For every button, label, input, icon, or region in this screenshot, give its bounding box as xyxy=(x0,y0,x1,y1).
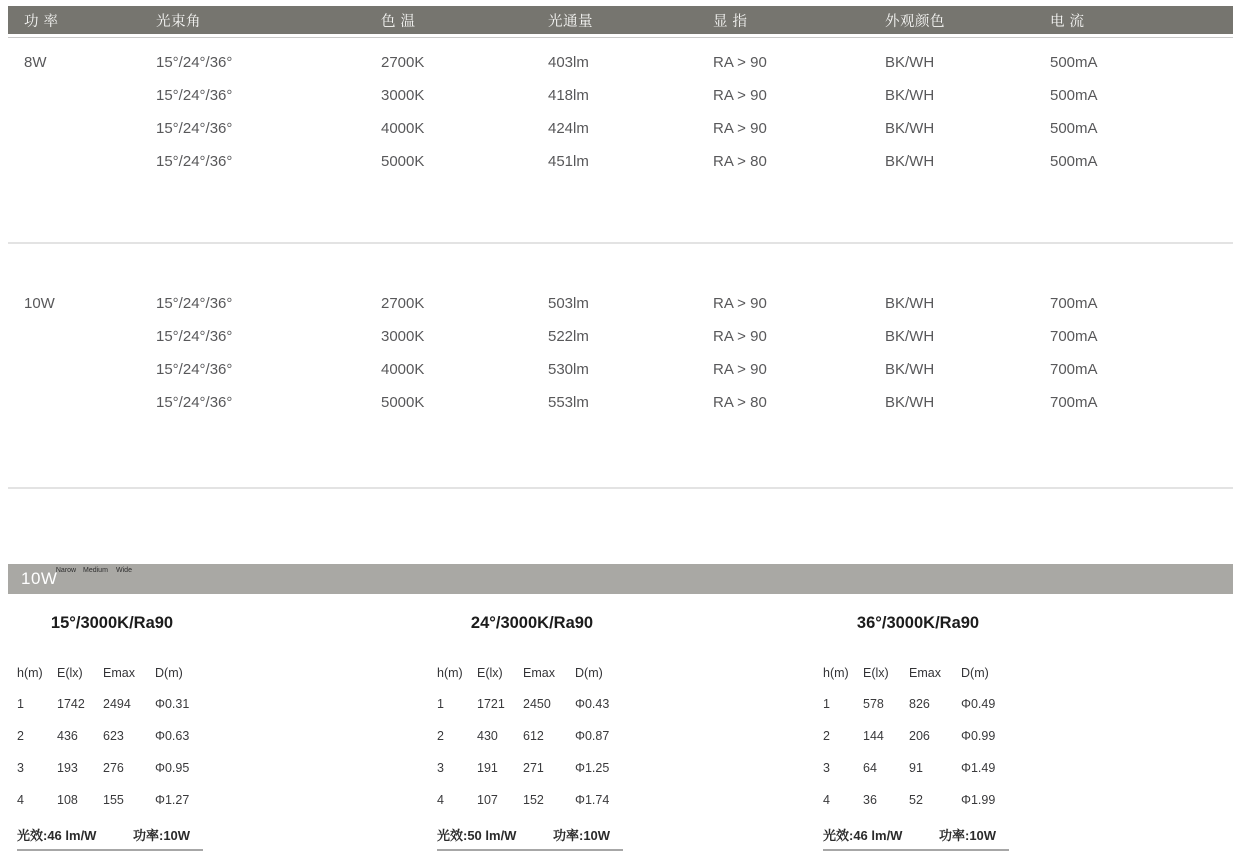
val-e: 430 xyxy=(477,729,498,743)
val-d: Φ0.31 xyxy=(155,697,190,711)
cell-finish: BK/WH xyxy=(885,328,935,345)
col-header-cct: 色 温 xyxy=(381,13,416,30)
photometric-band xyxy=(8,564,1233,594)
val-emax: 91 xyxy=(909,761,923,775)
photometric-header-row xyxy=(823,658,1028,688)
val-h: 4 xyxy=(437,793,444,807)
photometric-table-title: 24°/3000K/Ra90 xyxy=(470,614,594,632)
cell-cri: RA > 80 xyxy=(713,394,767,411)
val-emax: 206 xyxy=(909,729,930,743)
col-d: D(m) xyxy=(575,666,603,680)
section-divider xyxy=(8,487,1233,489)
cell-cct: 4000K xyxy=(381,361,425,378)
val-emax: 52 xyxy=(909,793,923,807)
photometric-table-36deg xyxy=(823,612,1028,851)
val-e: 108 xyxy=(57,793,78,807)
cell-cri: RA > 80 xyxy=(713,153,767,170)
beam-medium-label: Medium xyxy=(83,567,108,574)
power-value: 功率:10W xyxy=(939,827,997,843)
spec-section-8w xyxy=(0,46,1241,178)
cell-current: 700mA xyxy=(1050,328,1098,345)
col-d: D(m) xyxy=(961,666,989,680)
val-d: Φ0.43 xyxy=(575,697,610,711)
cell-flux: 451lm xyxy=(548,153,589,170)
photometric-footer xyxy=(17,824,203,851)
val-emax: 612 xyxy=(523,729,544,743)
val-d: Φ0.99 xyxy=(961,729,996,743)
spec-row xyxy=(0,79,1241,112)
val-h: 2 xyxy=(823,729,830,743)
cell-flux: 522lm xyxy=(548,328,589,345)
col-header-finish: 外观颜色 xyxy=(885,13,945,30)
val-emax: 2494 xyxy=(103,697,131,711)
cell-current: 500mA xyxy=(1050,87,1098,104)
val-h: 1 xyxy=(437,697,444,711)
cell-beam-angle: 15°/24°/36° xyxy=(156,153,233,170)
col-e: E(lx) xyxy=(863,666,889,680)
photometric-row xyxy=(437,688,642,720)
val-h: 1 xyxy=(823,697,830,711)
val-emax: 271 xyxy=(523,761,544,775)
val-h: 3 xyxy=(437,761,444,775)
val-d: Φ1.25 xyxy=(575,761,610,775)
photometric-row xyxy=(17,784,222,816)
val-h: 2 xyxy=(437,729,444,743)
cell-flux: 553lm xyxy=(548,394,589,411)
photometric-table-title: 15°/3000K/Ra90 xyxy=(50,614,174,632)
photometric-row xyxy=(17,752,222,784)
cell-beam-angle: 15°/24°/36° xyxy=(156,54,233,71)
cell-cct: 2700K xyxy=(381,295,425,312)
cell-cct: 3000K xyxy=(381,87,425,104)
cell-finish: BK/WH xyxy=(885,54,935,71)
val-emax: 2450 xyxy=(523,697,551,711)
cell-current: 700mA xyxy=(1050,295,1098,312)
photometric-header-row xyxy=(17,658,222,688)
power-value: 功率:10W xyxy=(133,827,191,843)
spec-row xyxy=(0,46,1241,79)
col-header-flux: 光通量 xyxy=(548,13,593,30)
val-d: Φ0.95 xyxy=(155,761,190,775)
val-d: Φ0.63 xyxy=(155,729,190,743)
val-h: 3 xyxy=(823,761,830,775)
cell-beam-angle: 15°/24°/36° xyxy=(156,87,233,104)
val-e: 578 xyxy=(863,697,884,711)
photometric-footer xyxy=(823,824,1009,851)
cell-beam-angle: 15°/24°/36° xyxy=(156,295,233,312)
photometric-row xyxy=(823,720,1028,752)
val-e: 107 xyxy=(477,793,498,807)
val-e: 193 xyxy=(57,761,78,775)
photometric-row xyxy=(823,784,1028,816)
val-e: 1721 xyxy=(477,697,505,711)
spec-table-header-bar xyxy=(8,6,1233,34)
col-emax: Emax xyxy=(523,666,555,680)
cell-power: 8W xyxy=(24,54,47,71)
val-e: 64 xyxy=(863,761,877,775)
cell-cri: RA > 90 xyxy=(713,54,767,71)
efficacy-value: 光效:46 lm/W xyxy=(17,827,97,843)
col-h: h(m) xyxy=(823,666,849,680)
spec-row xyxy=(0,112,1241,145)
cell-cct: 4000K xyxy=(381,120,425,137)
val-d: Φ0.87 xyxy=(575,729,610,743)
beam-type-narrow xyxy=(54,564,78,575)
photometric-row xyxy=(437,720,642,752)
beam-type-wide xyxy=(112,564,136,575)
cell-flux: 530lm xyxy=(548,361,589,378)
efficacy-value: 光效:46 lm/W xyxy=(823,827,903,843)
section-divider xyxy=(8,242,1233,244)
photometric-header-row xyxy=(437,658,642,688)
cell-current: 500mA xyxy=(1050,54,1098,71)
cell-cri: RA > 90 xyxy=(713,295,767,312)
spec-row xyxy=(0,353,1241,386)
photometric-table-15deg xyxy=(17,612,222,851)
spec-section-10w xyxy=(0,287,1241,419)
cell-cri: RA > 90 xyxy=(713,328,767,345)
val-e: 1742 xyxy=(57,697,85,711)
val-h: 4 xyxy=(17,793,24,807)
col-h: h(m) xyxy=(17,666,43,680)
col-header-beam-angle: 光束角 xyxy=(156,13,201,30)
cell-finish: BK/WH xyxy=(885,295,935,312)
val-h: 2 xyxy=(17,729,24,743)
photometric-row xyxy=(437,752,642,784)
cell-cri: RA > 90 xyxy=(713,87,767,104)
col-d: D(m) xyxy=(155,666,183,680)
cell-beam-angle: 15°/24°/36° xyxy=(156,361,233,378)
photometric-row xyxy=(823,752,1028,784)
photometric-row xyxy=(437,784,642,816)
cell-finish: BK/WH xyxy=(885,120,935,137)
val-h: 4 xyxy=(823,793,830,807)
photometric-row xyxy=(823,688,1028,720)
photometric-row xyxy=(17,720,222,752)
val-e: 191 xyxy=(477,761,498,775)
col-emax: Emax xyxy=(909,666,941,680)
val-h: 3 xyxy=(17,761,24,775)
cell-beam-angle: 15°/24°/36° xyxy=(156,120,233,137)
cell-current: 700mA xyxy=(1050,361,1098,378)
cell-beam-angle: 15°/24°/36° xyxy=(156,328,233,345)
val-emax: 623 xyxy=(103,729,124,743)
photometric-table-title: 36°/3000K/Ra90 xyxy=(856,614,980,632)
cell-flux: 403lm xyxy=(548,54,589,71)
photometric-row xyxy=(17,688,222,720)
val-emax: 826 xyxy=(909,697,930,711)
beam-narrow-label: Narow xyxy=(55,567,77,574)
cell-finish: BK/WH xyxy=(885,87,935,104)
col-e: E(lx) xyxy=(477,666,503,680)
cell-power: 10W xyxy=(24,295,55,312)
spec-row xyxy=(0,320,1241,353)
cell-cct: 3000K xyxy=(381,328,425,345)
cell-flux: 418lm xyxy=(548,87,589,104)
col-e: E(lx) xyxy=(57,666,83,680)
cell-finish: BK/WH xyxy=(885,394,935,411)
cell-flux: 503lm xyxy=(548,295,589,312)
val-emax: 276 xyxy=(103,761,124,775)
val-d: Φ1.49 xyxy=(961,761,996,775)
cell-cct: 5000K xyxy=(381,394,425,411)
val-emax: 155 xyxy=(103,793,124,807)
cell-current: 700mA xyxy=(1050,394,1098,411)
spec-row xyxy=(0,287,1241,320)
efficacy-value: 光效:50 lm/W xyxy=(437,827,517,843)
spec-row xyxy=(0,386,1241,419)
col-header-cri: 显 指 xyxy=(713,13,748,30)
cell-current: 500mA xyxy=(1050,120,1098,137)
band-power-label: 10W xyxy=(21,569,58,588)
beam-wide-label: Wide xyxy=(116,567,132,574)
power-value: 功率:10W xyxy=(553,827,611,843)
spec-row xyxy=(0,145,1241,178)
cell-current: 500mA xyxy=(1050,153,1098,170)
header-divider-line xyxy=(8,37,1233,38)
val-h: 1 xyxy=(17,697,24,711)
val-e: 436 xyxy=(57,729,78,743)
photometric-table-24deg xyxy=(437,612,642,851)
val-e: 144 xyxy=(863,729,884,743)
val-e: 36 xyxy=(863,793,877,807)
cell-cri: RA > 90 xyxy=(713,361,767,378)
col-emax: Emax xyxy=(103,666,135,680)
col-h: h(m) xyxy=(437,666,463,680)
cell-finish: BK/WH xyxy=(885,361,935,378)
photometric-footer xyxy=(437,824,623,851)
val-d: Φ1.99 xyxy=(961,793,996,807)
val-d: Φ0.49 xyxy=(961,697,996,711)
val-emax: 152 xyxy=(523,793,544,807)
cell-flux: 424lm xyxy=(548,120,589,137)
val-d: Φ1.27 xyxy=(155,793,190,807)
cell-finish: BK/WH xyxy=(885,153,935,170)
cell-cri: RA > 90 xyxy=(713,120,767,137)
val-d: Φ1.74 xyxy=(575,793,610,807)
col-header-current: 电 流 xyxy=(1050,13,1085,30)
cell-cct: 5000K xyxy=(381,153,425,170)
cell-cct: 2700K xyxy=(381,54,425,71)
col-header-power: 功 率 xyxy=(24,13,59,30)
cell-beam-angle: 15°/24°/36° xyxy=(156,394,233,411)
beam-type-medium xyxy=(83,564,107,575)
